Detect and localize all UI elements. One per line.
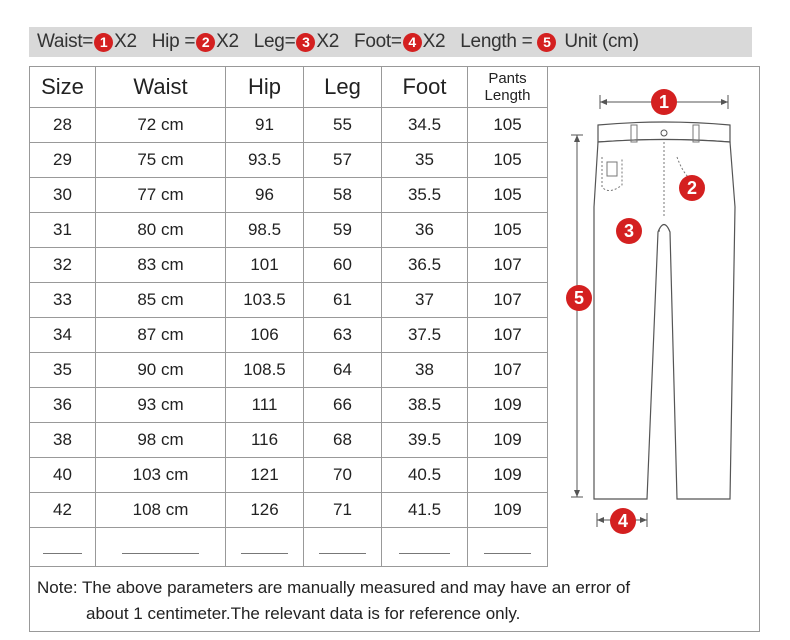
table-row: [30, 178, 548, 213]
cell-waist: 80 cm: [96, 213, 226, 248]
cell-length: 109: [468, 423, 548, 458]
table-row: [30, 108, 548, 143]
legend-foot: [354, 31, 445, 53]
cell-foot: 40.5: [382, 458, 468, 493]
cell-waist: 83 cm: [96, 248, 226, 283]
marker-1-badge: 1: [94, 33, 113, 52]
size-table: [29, 66, 548, 567]
cell-length: 105: [468, 178, 548, 213]
marker-3-badge: 3: [296, 33, 315, 52]
cell-size: 33: [30, 283, 96, 318]
pants-diagram-svg: [547, 67, 759, 563]
legend-hip-multiplier: X2: [216, 31, 239, 52]
cell-waist: 93 cm: [96, 388, 226, 423]
legend-leg: [254, 31, 339, 53]
cell-size: 31: [30, 213, 96, 248]
table-row: [30, 388, 548, 423]
cell-foot: 36: [382, 213, 468, 248]
header-size: Size: [30, 67, 96, 108]
legend-waist: [37, 31, 137, 53]
cell-waist: 75 cm: [96, 143, 226, 178]
diagram-marker-2: 2: [679, 175, 705, 201]
cell-hip: 121: [226, 458, 304, 493]
cell-hip: 91: [226, 108, 304, 143]
table-row: [30, 423, 548, 458]
pants-diagram: [547, 67, 759, 563]
table-header-row: [30, 67, 548, 108]
table-row: [30, 458, 548, 493]
marker-2-badge: 2: [196, 33, 215, 52]
blank-cell: [304, 528, 382, 567]
cell-waist: 72 cm: [96, 108, 226, 143]
cell-waist: 77 cm: [96, 178, 226, 213]
cell-leg: 60: [304, 248, 382, 283]
cell-length: 107: [468, 318, 548, 353]
note-line-2: about 1 centimeter.The relevant data is for reference only.: [86, 604, 521, 623]
cell-leg: 59: [304, 213, 382, 248]
cell-size: 34: [30, 318, 96, 353]
header-pants-length-line2: Length: [484, 87, 531, 104]
cell-length: 109: [468, 458, 548, 493]
legend-foot-label: Foot=: [354, 31, 402, 52]
cell-hip: 126: [226, 493, 304, 528]
header-foot: Foot: [382, 67, 468, 108]
cell-foot: 38: [382, 353, 468, 388]
legend-bar: [29, 27, 752, 57]
table-row: [30, 248, 548, 283]
diagram-marker-3: 3: [616, 218, 642, 244]
table-row: [30, 213, 548, 248]
cell-hip: 106: [226, 318, 304, 353]
header-hip: Hip: [226, 67, 304, 108]
header-pants-length: [468, 67, 548, 108]
legend-leg-label: Leg=: [253, 31, 296, 52]
diagram-marker-5: 5: [566, 285, 592, 311]
cell-size: 30: [30, 178, 96, 213]
legend-leg-multiplier: X2: [316, 31, 340, 52]
table-row: [30, 143, 548, 178]
cell-leg: 63: [304, 318, 382, 353]
cell-leg: 57: [304, 143, 382, 178]
blank-cell: [468, 528, 548, 567]
cell-length: 107: [468, 248, 548, 283]
cell-hip: 103.5: [226, 283, 304, 318]
table-row: [30, 283, 548, 318]
cell-hip: 108.5: [226, 353, 304, 388]
cell-leg: 68: [304, 423, 382, 458]
header-waist: Waist: [96, 67, 226, 108]
cell-waist: 90 cm: [96, 353, 226, 388]
cell-foot: 35: [382, 143, 468, 178]
header-pants-length-line1: Pants: [488, 70, 527, 87]
diagram-marker-4: 4: [610, 508, 636, 534]
cell-waist: 103 cm: [96, 458, 226, 493]
cell-foot: 36.5: [382, 248, 468, 283]
cell-size: 28: [30, 108, 96, 143]
legend-foot-multiplier: X2: [422, 31, 446, 52]
cell-length: 109: [468, 388, 548, 423]
cell-foot: 41.5: [382, 493, 468, 528]
legend-waist-multiplier: X2: [114, 31, 137, 52]
header-leg: Leg: [304, 67, 382, 108]
cell-hip: 111: [226, 388, 304, 423]
cell-leg: 71: [304, 493, 382, 528]
table-row: [30, 493, 548, 528]
cell-hip: 96: [226, 178, 304, 213]
cell-size: 35: [30, 353, 96, 388]
legend-length-label: Length =: [460, 31, 533, 52]
diagram-marker-1: 1: [651, 89, 677, 115]
cell-waist: 108 cm: [96, 493, 226, 528]
cell-leg: 55: [304, 108, 382, 143]
cell-hip: 98.5: [226, 213, 304, 248]
legend-hip-label: Hip =: [151, 31, 196, 52]
cell-leg: 61: [304, 283, 382, 318]
cell-foot: 37: [382, 283, 468, 318]
blank-cell: [226, 528, 304, 567]
disclaimer-note: [37, 575, 747, 627]
cell-length: 105: [468, 143, 548, 178]
cell-leg: 58: [304, 178, 382, 213]
cell-size: 40: [30, 458, 96, 493]
cell-size: 32: [30, 248, 96, 283]
cell-foot: 34.5: [382, 108, 468, 143]
table-row: [30, 318, 548, 353]
cell-length: 105: [468, 213, 548, 248]
marker-4-badge: 4: [403, 33, 422, 52]
table-body: [30, 108, 548, 567]
cell-length: 109: [468, 493, 548, 528]
cell-foot: 37.5: [382, 318, 468, 353]
blank-row: [30, 528, 548, 567]
cell-leg: 70: [304, 458, 382, 493]
cell-foot: 38.5: [382, 388, 468, 423]
cell-foot: 35.5: [382, 178, 468, 213]
cell-length: 107: [468, 353, 548, 388]
cell-waist: 85 cm: [96, 283, 226, 318]
table-row: [30, 353, 548, 388]
cell-size: 42: [30, 493, 96, 528]
blank-cell: [30, 528, 96, 567]
cell-hip: 101: [226, 248, 304, 283]
cell-foot: 39.5: [382, 423, 468, 458]
legend-length: [460, 31, 638, 53]
cell-waist: 87 cm: [96, 318, 226, 353]
cell-leg: 64: [304, 353, 382, 388]
legend-waist-label: Waist=: [37, 31, 94, 52]
cell-size: 36: [30, 388, 96, 423]
cell-length: 107: [468, 283, 548, 318]
blank-cell: [96, 528, 226, 567]
cell-leg: 66: [304, 388, 382, 423]
cell-waist: 98 cm: [96, 423, 226, 458]
marker-5-badge: 5: [537, 33, 556, 52]
cell-length: 105: [468, 108, 548, 143]
note-line-1: Note: The above parameters are manually measured and may have an error of: [37, 578, 631, 597]
legend-hip: [152, 31, 239, 53]
cell-hip: 116: [226, 423, 304, 458]
cell-size: 29: [30, 143, 96, 178]
cell-size: 38: [30, 423, 96, 458]
blank-cell: [382, 528, 468, 567]
cell-hip: 93.5: [226, 143, 304, 178]
legend-unit: Unit (cm): [564, 31, 639, 52]
